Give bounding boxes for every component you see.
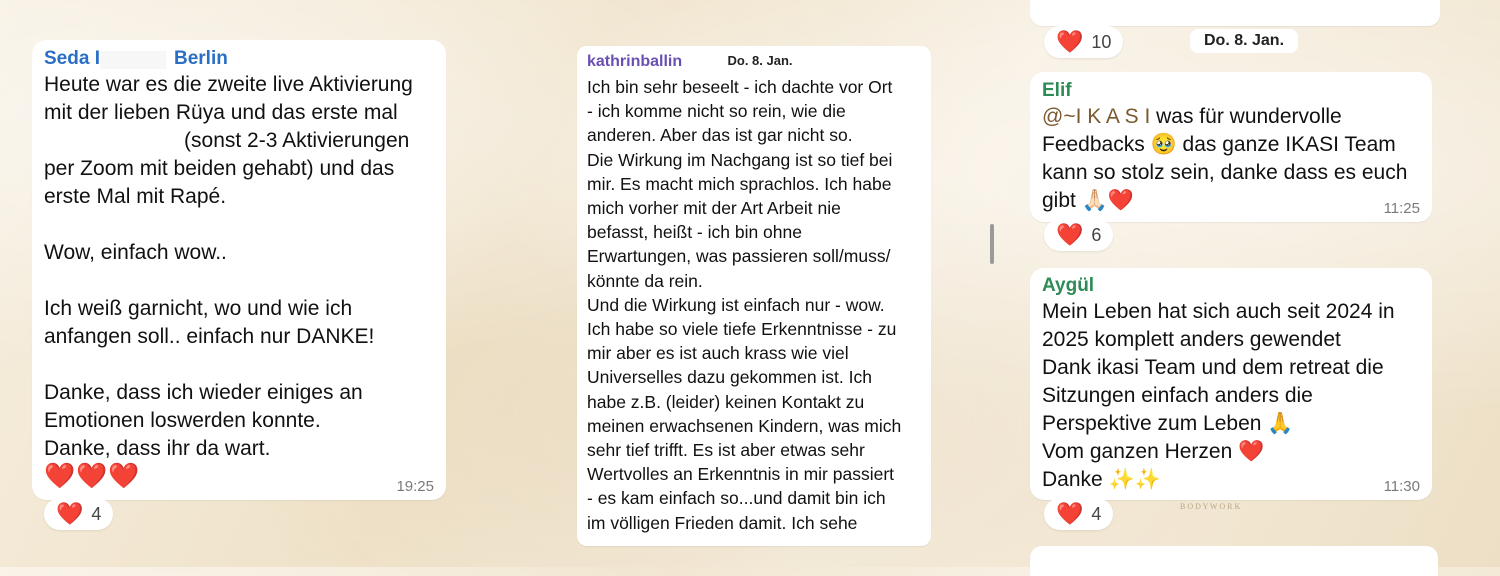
middle-chat-panel (528, 0, 998, 567)
sender-header (44, 48, 228, 70)
heart-icon: ❤️ (56, 501, 84, 526)
reaction-badge-top[interactable] (1044, 26, 1123, 58)
heart-icon: ❤️ (1056, 222, 1084, 247)
redacted-surname (100, 51, 166, 69)
sender-city: Berlin (173, 48, 228, 69)
previous-bubble-edge (1030, 0, 1440, 26)
left-chat-panel (0, 0, 460, 567)
reaction-count: 4 (1091, 503, 1102, 524)
sender-name[interactable]: Elif (1042, 80, 1072, 101)
message-time: 11:30 (1383, 478, 1420, 495)
reaction-badge[interactable] (1044, 498, 1113, 530)
bodywork-watermark: B O D Y W O R K (1180, 502, 1241, 511)
reaction-count: 4 (91, 503, 102, 524)
reaction-count: 10 (1091, 31, 1112, 52)
message-bubble-ayguel[interactable] (1030, 268, 1432, 500)
message-text: Mein Leben hat sich auch seit 2024 in 2025 komplett anders gewendet Dank ikasi Team und dem retreat die Sitzungen einfach anders die Perspektive zum Leben 🙏 Vom ganzen Herzen ❤️ Danke ✨✨ (1042, 300, 1395, 491)
message-time: 11:25 (1383, 200, 1420, 217)
message-time: 19:25 (396, 478, 434, 495)
heart-icon: ❤️ (1056, 501, 1084, 526)
message-text (1042, 103, 1430, 215)
message-bubble-seda[interactable] (32, 40, 446, 500)
message-text: Heute war es die zweite live Aktivierung mit der lieben Rüya und das erste mal (sonst 2-3 Aktivierungen per Zoom mit beiden gehabt) und das erste Mal mit Rapé. Wow, einfach wow.. Ich weiß garnicht, wo und wie ich anfangen soll.. einfach nur DANKE! Danke, dass ich wieder einiges an Emotionen loswerden konnte. Danke, dass ihr da wart. (44, 73, 413, 460)
date-separator: Do. 8. Jan. (1190, 29, 1298, 53)
sender-name[interactable]: Aygül (1042, 275, 1095, 296)
reaction-badge[interactable] (1044, 219, 1113, 251)
sender-name[interactable]: kathrinballin (587, 53, 683, 70)
right-chat-panel (1020, 0, 1500, 567)
reaction-count: 6 (1091, 224, 1102, 245)
heart-icon: ❤️ (1056, 29, 1084, 54)
message-bubble-kathrin[interactable] (577, 46, 931, 546)
next-bubble-edge (1030, 546, 1438, 576)
reaction-badge[interactable] (44, 498, 113, 530)
scrollbar[interactable] (990, 224, 994, 264)
mention-link[interactable]: @~I K A S I (1042, 105, 1151, 128)
message-text: Ich bin sehr beseelt - ich dachte vor Ort - ich komme nicht so rein, wie die anderen. Aber das ist gar nicht so. Die Wirkung im Nachgang ist so tief bei mir. Es macht mich sprachlos. Ich habe mich vorher mit der Art Arbeit nie befasst, heißt - ich bin ohne Erwartungen, was passieren soll/muss/ könnte da rein. Und die Wirkung ist einfach nur - wow. Ich habe so viele tiefe Erkenntnisse - zu mir aber es ist auch krass wie viel Universelles dazu gekommen ist. Ich habe z.B. (leider) keinen Kontakt zu meinen erwachsenen Kindern, was mich sehr tief trifft. Es ist aber etwas sehr Wertvolles an Erkenntnis in mir passiert - es kam einfach so...und damit bin ich im völligen Frieden damit. Ich sehe (587, 77, 902, 533)
message-bubble-elif[interactable] (1030, 72, 1432, 222)
date-separator: Do. 8. Jan. (714, 50, 806, 72)
sender-name[interactable]: Seda I (44, 48, 100, 69)
message-body: was für wundervolle Feedbacks 🥹 das ganze IKASI Team kann so stolz sein, danke dass es euch gibt 🙏🏻❤️ (1042, 105, 1408, 212)
hearts-emoji: ❤️❤️❤️ (44, 462, 141, 490)
